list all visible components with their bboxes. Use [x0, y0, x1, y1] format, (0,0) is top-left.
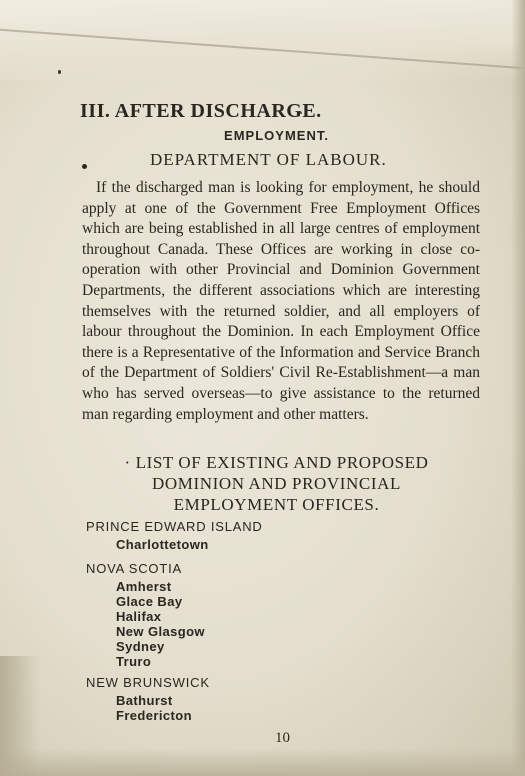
city-item: Charlottetown	[116, 537, 209, 552]
page-corner-wear	[0, 656, 40, 776]
city-item: Sydney	[116, 639, 165, 654]
city-item: Halifax	[116, 609, 162, 624]
city-list-pei	[116, 537, 209, 552]
city-item: Truro	[116, 654, 152, 669]
city-list-new-brunswick	[116, 693, 192, 723]
city-item: New Glasgow	[116, 624, 205, 639]
city-item: Glace Bay	[116, 594, 183, 609]
section-heading: III. AFTER DISCHARGE.	[80, 100, 322, 122]
city-list-nova-scotia	[116, 579, 205, 669]
city-item: Bathurst	[116, 693, 173, 708]
page-edge-shadow	[511, 0, 525, 776]
list-title-line: DOMINION AND PROVINCIAL	[152, 474, 401, 493]
bullet-dot	[82, 164, 87, 169]
province-heading-nova-scotia: NOVA SCOTIA	[86, 561, 182, 576]
province-heading-pei: PRINCE EDWARD ISLAND	[86, 519, 263, 534]
city-item: Amherst	[116, 579, 172, 594]
list-title-line: · LIST OF EXISTING AND PROPOSED	[124, 453, 429, 472]
department-title: DEPARTMENT OF LABOUR.	[150, 150, 387, 169]
page-bottom-shadow	[0, 748, 525, 776]
page-fold	[0, 0, 525, 80]
list-title	[0, 452, 525, 515]
section-subheading: EMPLOYMENT.	[224, 128, 329, 143]
list-title-line: EMPLOYMENT OFFICES.	[173, 495, 380, 514]
city-item: Fredericton	[116, 708, 192, 723]
body-paragraph: If the discharged man is looking for employment, he should apply at one of the Government Free Employment Offices which are being established in all large centres of employment throughout Canada. These Offices are working in close co-operation with other Provincial and Dominion Government Departments, the different associations which are interesting themselves with the returned soldier, and all employers of labour throughout the Dominion. In each Employment Office there is a Representative of the Information and Service Branch of the Department of Soldiers' Civil Re-Establishment—a man who has served overseas—to give assistance to the returned man regarding employment and other matters.	[82, 179, 480, 423]
page-number: 10	[275, 730, 290, 746]
province-heading-new-brunswick: NEW BRUNSWICK	[86, 675, 210, 690]
ink-speck	[58, 70, 61, 74]
